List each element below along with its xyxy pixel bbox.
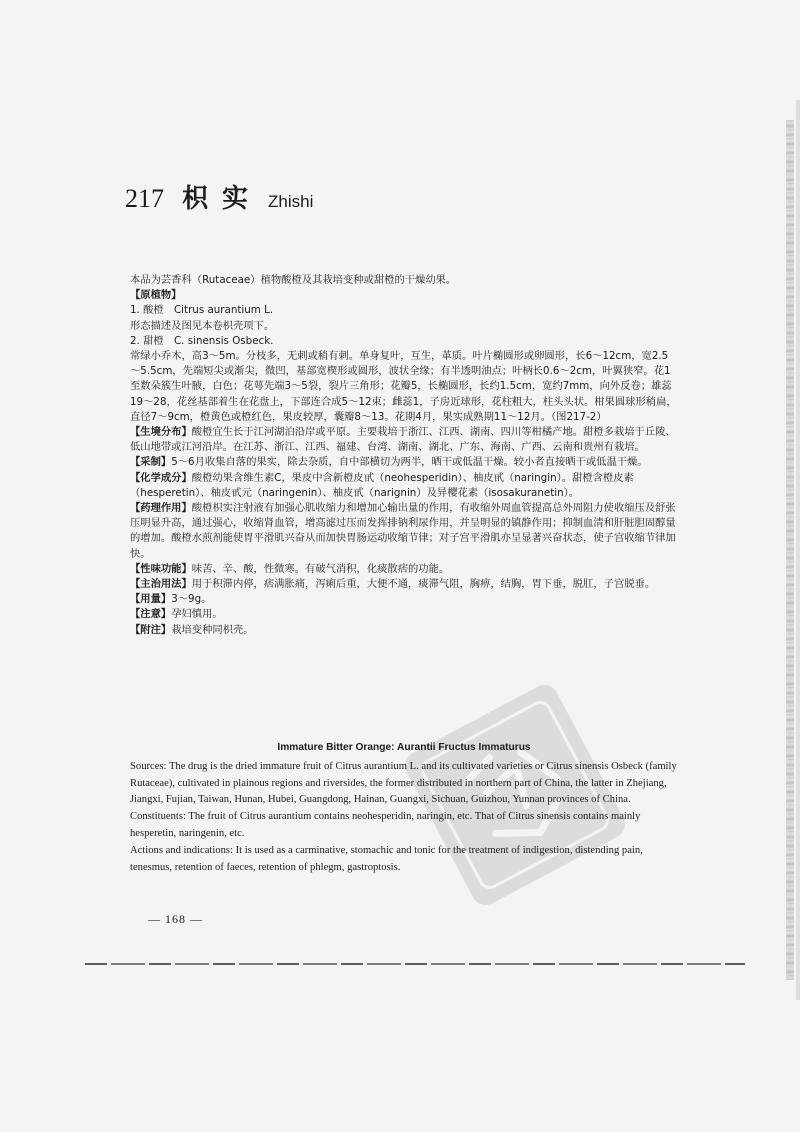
nature-text: 味苦、辛、酸，性微寒。有破气消积，化痰散痞的功能。: [191, 562, 450, 575]
entry-number: 217: [125, 184, 164, 213]
plant-2-name: 2. 甜橙 C. sinensis Osbeck.: [130, 334, 274, 347]
dosage-text: 3～9g。: [171, 593, 212, 606]
plant-2-description: 常绿小乔木，高3～5m。分枝多，无刺或稍有刺。单身复叶，互生，革质。叶片椭圆形或卵圆形，长6～12cm，宽2.5～5.5cm，先端短尖或渐尖，微凹，基部宽楔形或圆形，波状全缘；有半透明油点；叶柄长0.6～2cm，叶翼狭窄。花1至数朵簇生叶腋，白色；花萼先端3～5裂，裂片三角形；花瓣5，长椭圆形，长约1.5cm，宽约7mm，向外反卷；雄蕊19～28，花丝基部着生在花盘上，下部连合成5～12束；雌蕊1，子房近球形，花柱粗大，柱头头状。柑果圆球形稍扁，直径7～9cm，橙黄色或橙红色，果皮较厚，囊瓣8～13。花期4月，果实成熟期11～12月。（图217-2）: [130, 350, 677, 423]
note-label: 【附注】: [130, 623, 172, 636]
note-paragraph: [130, 623, 678, 638]
english-actions: Actions and indications: It is used as a carminative, stomachic and tonic for the treatment of indigestion, distending pain, tenesmus, retention of faeces, retention of phlegm, gastroptosis.: [130, 844, 643, 873]
habitat-text: 酸橙宜生长于江河湖泊沿岸或平原。主要栽培于浙江、江西、湖南、四川等柑橘产地。甜橙多栽培于丘陵、低山地带或江河沿岸。在江苏、浙江、江西、福建、台湾、湖南、湖北、广东、海南、广西、云南和贵州有栽培。: [130, 426, 676, 454]
page-number: — 168 —: [148, 912, 203, 926]
bottom-rule-line: [85, 963, 745, 965]
intro-paragraph: 本品为芸香科（Rutaceae）植物酸橙及其栽培变种或甜橙的干燥幼果。: [130, 274, 457, 286]
pharmacology-label: 【药理作用】: [130, 502, 192, 515]
harvest-text: 5～6月收集自落的果实，除去杂质，自中部横切为两半，晒干或低温干燥。较小者直接晒干或低温干燥。: [171, 456, 648, 469]
plant-1-description: 形态描述及图见本卷枳壳项下。: [130, 319, 275, 332]
english-title: Immature Bitter Orange: Aurantii Fructus Immaturus: [277, 742, 531, 753]
chemistry-text: 酸橙幼果含维生素C，果皮中含新橙皮甙（neohesperidin）、柚皮甙（naringin）。甜橙含橙皮素（hesperetin）、柚皮甙元（naringenin）、柚皮甙（narignin）及异樱花素（isosakuranetin）。: [130, 471, 634, 499]
chinese-text-body: [130, 273, 678, 638]
note-text: 栽培变种同枳壳。: [171, 623, 254, 636]
caution-text: 孕妇慎用。: [171, 608, 223, 621]
pharmacology-text: 酸橙枳实注射液有加强心肌收缩力和增加心输出量的作用，有收缩外周血管提高总外周阻力使收缩压及舒张压明显升高，通过强心，收缩肾血管，增高滤过压而发挥排钠利尿作用，并呈明显的镇静作用；抑制血清和肝脏胆固醇量的增加。酸橙水煎剂能使胃平滑肌兴奋从而加快胃肠运动收缩节律；对子宫平滑肌亦呈显著兴奋状态，使子宫收缩节律加快。: [130, 502, 676, 560]
indications-paragraph: [130, 577, 678, 592]
habitat-label: 【生境分布】: [130, 426, 192, 439]
english-text-body: [130, 740, 678, 876]
dosage-paragraph: [130, 592, 678, 607]
english-sources: Sources: The drug is the dried immature fruit of Citrus aurantium L. and its cultivated varieties or Citrus sinensis Osbeck (family Rutaceae), cultivated in plainous regions and riversides, the former distributed in northern part of China, the latter in Zhejiang, Jiangxi, Fujian, Taiwan, Hunan, Hubei, Guangdong, Hainan, Guangxi, Sichuan, Guizhou, Yunnan provinces of China.: [130, 760, 677, 806]
harvest-label: 【采制】: [130, 456, 172, 469]
plant-section-heading: 【原植物】: [130, 289, 182, 302]
plant-1-name: 1. 酸橙 Citrus aurantium L.: [130, 304, 274, 317]
nature-paragraph: [130, 562, 678, 577]
entry-title-pinyin: Zhishi: [268, 192, 314, 211]
page-edge-shadow: [796, 100, 800, 1000]
entry-heading: [125, 178, 313, 215]
chemistry-label: 【化学成分】: [130, 471, 192, 484]
nature-label: 【性味功能】: [130, 562, 192, 575]
indications-label: 【主治用法】: [130, 578, 192, 591]
page-edge-scan-artifact: [786, 120, 794, 980]
english-constituents: Constituents: The fruit of Citrus aurantium contains neohesperidin, naringin, etc. That of Citrus sinensis contains mainly hesperetin, naringenin, etc.: [130, 811, 641, 839]
indications-text: 用于积滞内停，痞满胀痛，泻痢后重，大便不通，痰滞气阻，胸痹，结胸，胃下垂，脱肛，子宫脱垂。: [191, 578, 656, 591]
chemistry-paragraph: [130, 471, 678, 501]
caution-label: 【注意】: [130, 608, 172, 621]
entry-title-chinese: 枳实: [182, 184, 263, 214]
harvest-paragraph: [130, 455, 678, 470]
dosage-label: 【用量】: [130, 593, 172, 606]
caution-paragraph: [130, 607, 678, 622]
habitat-paragraph: [130, 425, 678, 455]
pharmacology-paragraph: [130, 501, 678, 562]
